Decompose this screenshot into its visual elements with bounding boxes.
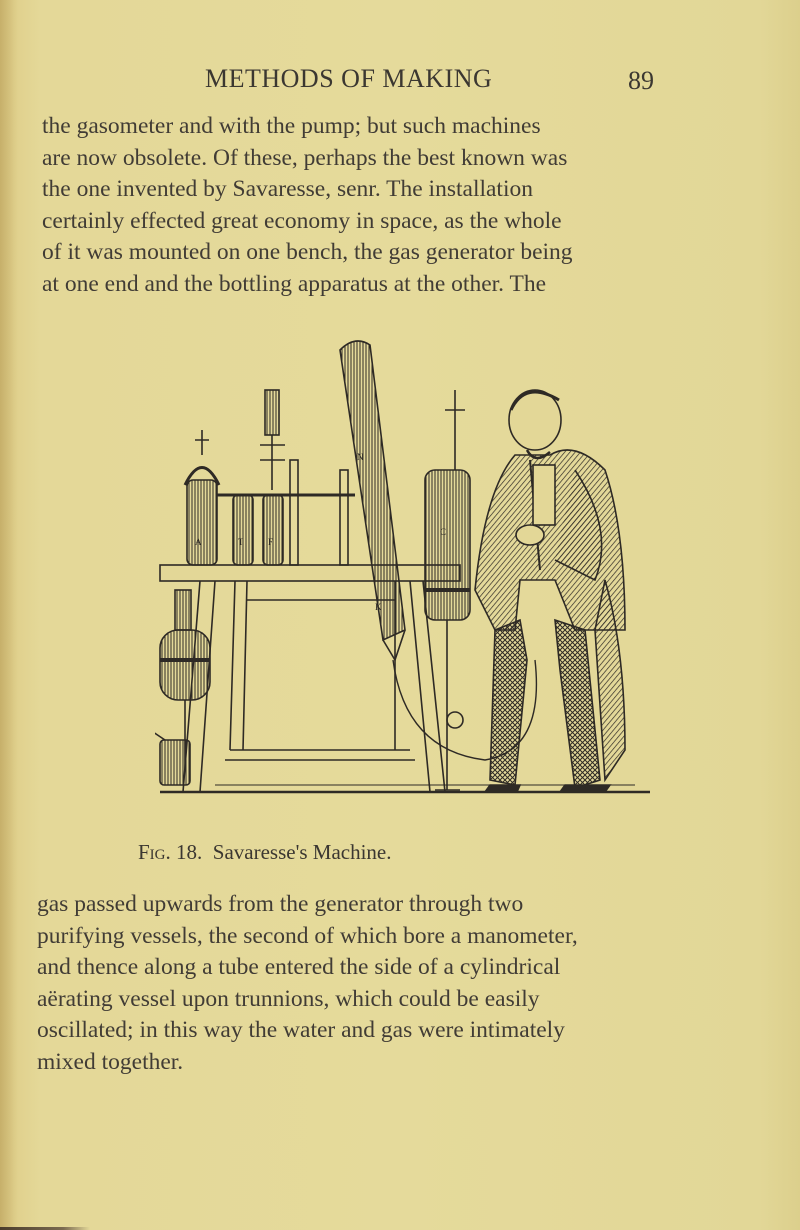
text-line: certainly effected great economy in space, as the whole — [42, 207, 562, 234]
paragraph-before-figure — [42, 111, 573, 300]
paragraph-after-figure — [37, 889, 578, 1078]
text-line: the one invented by Savaresse, senr. The installation — [42, 176, 533, 202]
engraving-illustration — [155, 330, 655, 800]
text-line: purifying vessels, the second of which bore a manometer, — [37, 922, 578, 949]
figure-savaresse-machine — [155, 330, 655, 800]
svg-text:K: K — [375, 602, 382, 612]
text-line: oscillated; in this way the water and gas were intimately — [37, 1017, 565, 1043]
figure-caption — [138, 840, 392, 865]
text-line: of it was mounted on one bench, the gas generator being — [42, 239, 573, 265]
page-number: 89 — [628, 66, 654, 95]
text-line: the gasometer and with the pump; but such machines — [42, 113, 541, 139]
text-line: at one end and the bottling apparatus at the other. The — [42, 270, 547, 297]
svg-text:A: A — [195, 537, 202, 547]
figure-title: Savaresse's Machine. — [212, 840, 392, 864]
gutter-shadow — [0, 0, 18, 1230]
text-line: and thence along a tube entered the side of a cylindrical — [37, 954, 561, 980]
svg-text:C: C — [440, 527, 447, 537]
running-head — [0, 64, 800, 96]
text-line: mixed together. — [37, 1048, 184, 1075]
text-line: gas passed upwards from the generator through two — [37, 891, 524, 917]
text-line: aërating vessel upon trunnions, which could be easily — [37, 985, 540, 1012]
text-line: are now obsolete. Of these, perhaps the best known was — [42, 144, 568, 171]
figure-number: Fig. 18. — [138, 840, 203, 864]
svg-text:N: N — [357, 452, 364, 462]
running-head-title: METHODS OF MAKING — [205, 64, 493, 93]
svg-text:F: F — [268, 537, 274, 547]
svg-text:T: T — [238, 537, 244, 547]
